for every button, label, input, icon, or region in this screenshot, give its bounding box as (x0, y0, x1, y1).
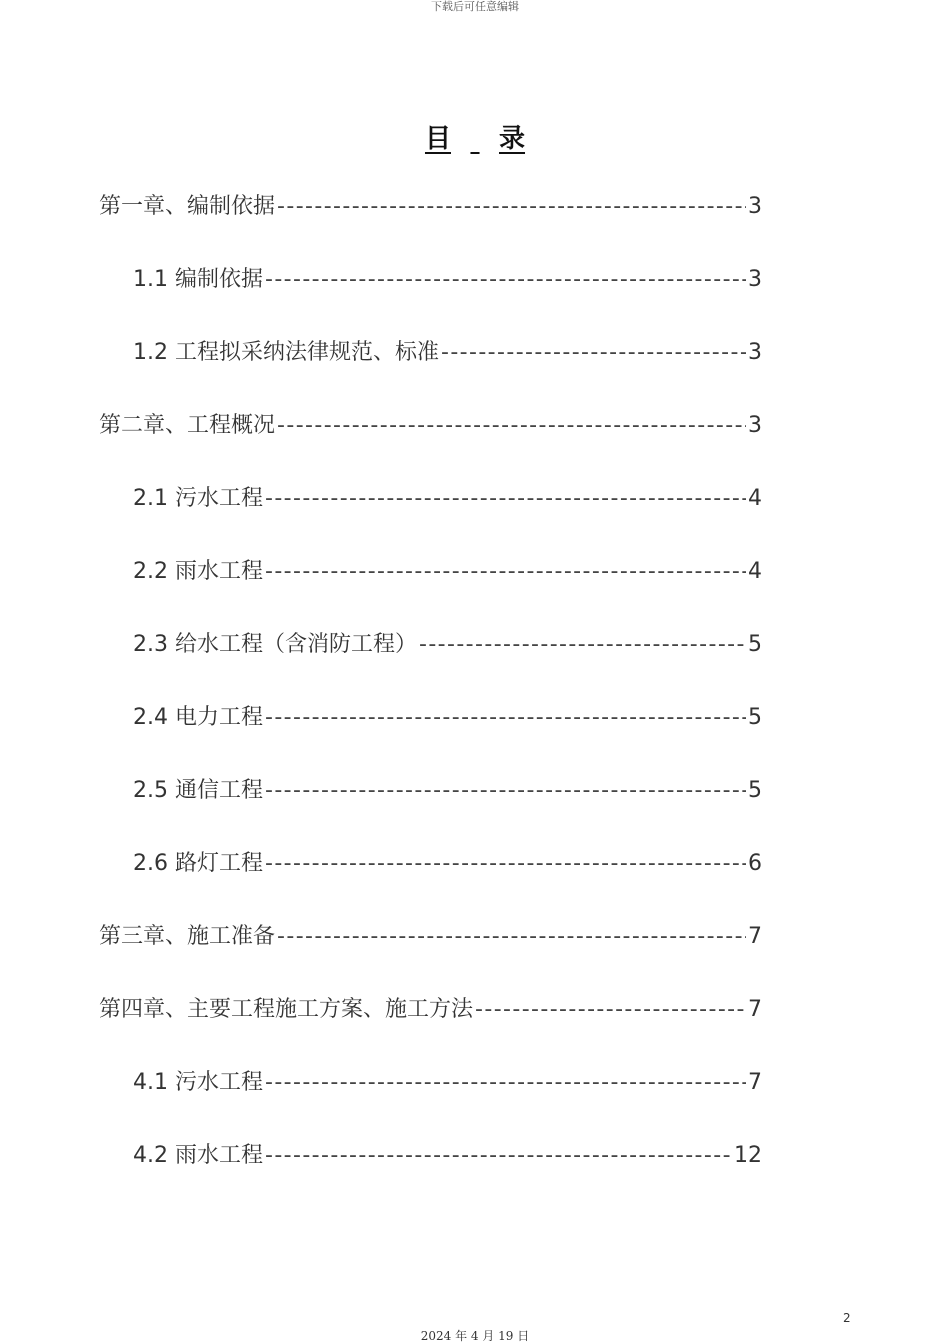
toc-entry-label: 1.2 工程拟采纳法律规范、标准 (133, 340, 439, 365)
toc-entry[interactable] (99, 995, 762, 1068)
toc-entry-page: 7 (748, 924, 762, 949)
toc-entry-page: 7 (748, 1070, 762, 1095)
page-number: 2 (843, 1311, 851, 1325)
toc-entry-page: 3 (748, 340, 762, 365)
toc-entry[interactable] (99, 630, 762, 703)
toc-leader-dashes (277, 411, 746, 441)
toc-entry[interactable] (99, 1068, 762, 1141)
toc-entry-label: 第四章、主要工程施工方案、施工方法 (99, 997, 474, 1022)
toc-entry-label: 1.1 编制依据 (133, 267, 263, 292)
toc-leader-dashes (265, 849, 746, 879)
toc-leader-dashes (277, 922, 746, 952)
toc-entry-page: 4 (748, 559, 762, 584)
title-right: 录 (499, 124, 526, 154)
toc-leader-dashes (475, 995, 746, 1025)
toc-leader-dashes (277, 192, 746, 222)
toc-entry-label: 2.3 给水工程（含消防工程） (133, 632, 417, 657)
toc-leader-dashes (265, 1141, 732, 1171)
page-title (0, 118, 950, 155)
toc-entry[interactable] (99, 922, 762, 995)
toc-entry-page: 5 (748, 705, 762, 730)
toc-entry-page: 4 (748, 486, 762, 511)
toc-entry[interactable] (99, 776, 762, 849)
footer-date: 2024 年 4 月 19 日 (420, 1329, 530, 1343)
toc-entry-page: 3 (748, 267, 762, 292)
toc-leader-dashes (265, 1068, 746, 1098)
toc-entry-page: 12 (734, 1143, 762, 1168)
toc-entry-page: 6 (748, 851, 762, 876)
toc-entry[interactable] (99, 484, 762, 557)
toc-entry-page: 5 (748, 778, 762, 803)
toc-entry-label: 2.1 污水工程 (133, 486, 263, 511)
toc-entry[interactable] (99, 557, 762, 630)
toc-entry[interactable] (99, 703, 762, 776)
toc-leader-dashes (419, 630, 746, 660)
toc-entry-label: 2.2 雨水工程 (133, 559, 263, 584)
toc-entry[interactable] (99, 338, 762, 411)
toc-entry-page: 3 (748, 194, 762, 219)
toc-leader-dashes (265, 557, 746, 587)
toc-entry-page: 3 (748, 413, 762, 438)
toc-entry-label: 第三章、施工准备 (99, 924, 276, 949)
toc-leader-dashes (441, 338, 746, 368)
toc-leader-dashes (265, 265, 746, 295)
header-note: 下载后可任意编辑 (431, 0, 519, 13)
toc-entry-label: 第二章、工程概况 (99, 413, 276, 438)
toc-entry-label: 4.1 污水工程 (133, 1070, 263, 1095)
toc-entry-label: 第一章、编制依据 (99, 194, 276, 219)
toc-entry-page: 5 (748, 632, 762, 657)
toc-entry-label: 2.4 电力工程 (133, 705, 263, 730)
title-left: 目 (424, 124, 451, 154)
toc-entry[interactable] (99, 411, 762, 484)
toc-entry[interactable] (99, 265, 762, 338)
toc-entry-label: 2.6 路灯工程 (133, 851, 263, 876)
toc-leader-dashes (265, 484, 746, 514)
toc-entry-label: 4.2 雨水工程 (133, 1143, 263, 1168)
toc-leader-dashes (265, 776, 746, 806)
toc-entry-page: 7 (748, 997, 762, 1022)
toc-entry[interactable] (99, 1141, 762, 1214)
toc-leader-dashes (265, 703, 746, 733)
table-of-contents (99, 192, 762, 1214)
title-gap (451, 124, 499, 154)
toc-entry[interactable] (99, 849, 762, 922)
toc-entry[interactable] (99, 192, 762, 265)
toc-entry-label: 2.5 通信工程 (133, 778, 263, 803)
